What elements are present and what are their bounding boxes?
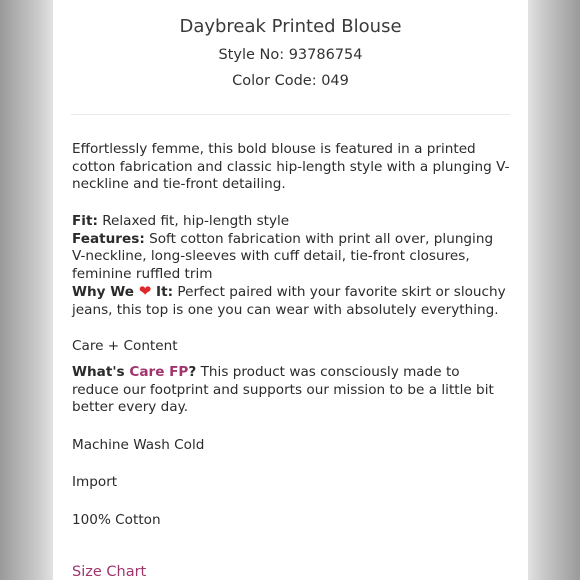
style-number: Style No: 93786754: [218, 47, 363, 63]
care-text: This product was consciously made to reduce our footprint and supports our mission to be a little bit better every day.: [72, 364, 494, 415]
care-heading: Care + Content: [72, 338, 178, 354]
origin: Import: [72, 474, 118, 490]
material: 100% Cotton: [72, 512, 161, 528]
divider: [71, 114, 510, 115]
why-line: [72, 283, 510, 319]
care-fp-link[interactable]: Care FP: [129, 364, 189, 380]
why-label-before: Why We: [72, 284, 139, 300]
features-text: Soft cotton fabrication with print all over, plunging V-neckline, long-sleeves with cuff detail, tie-front closures, feminine ruffled trim: [72, 230, 494, 282]
product-details: [72, 213, 510, 319]
size-chart-link[interactable]: Size Chart: [72, 564, 147, 580]
whats-label: What's: [72, 364, 130, 380]
care-description: [72, 364, 510, 417]
background-right: [528, 0, 580, 580]
product-title: Daybreak Printed Blouse: [179, 16, 402, 37]
why-text: Perfect paired with your favorite skirt or slouchy jeans, this top is one you can wear with absolutely everything.: [72, 284, 506, 318]
fit-line: [72, 213, 510, 231]
color-code: Color Code: 049: [232, 73, 349, 89]
fit-text: Relaxed fit, hip-length style: [97, 213, 290, 229]
features-line: [72, 231, 510, 284]
fit-label: Fit:: [72, 213, 98, 229]
wash-instructions: Machine Wash Cold: [72, 437, 205, 453]
product-description: Effortlessly femme, this bold blouse is featured in a printed cotton fabrication and classic hip-length style with a plunging V-neckline and tie-front detailing.: [72, 141, 510, 192]
question-mark: ?: [188, 364, 197, 380]
product-detail-panel: [53, 0, 528, 580]
background-left: [0, 0, 53, 580]
heart-icon: ❤: [138, 282, 152, 300]
why-label-after: It:: [151, 284, 174, 300]
features-label: Features:: [72, 230, 145, 247]
